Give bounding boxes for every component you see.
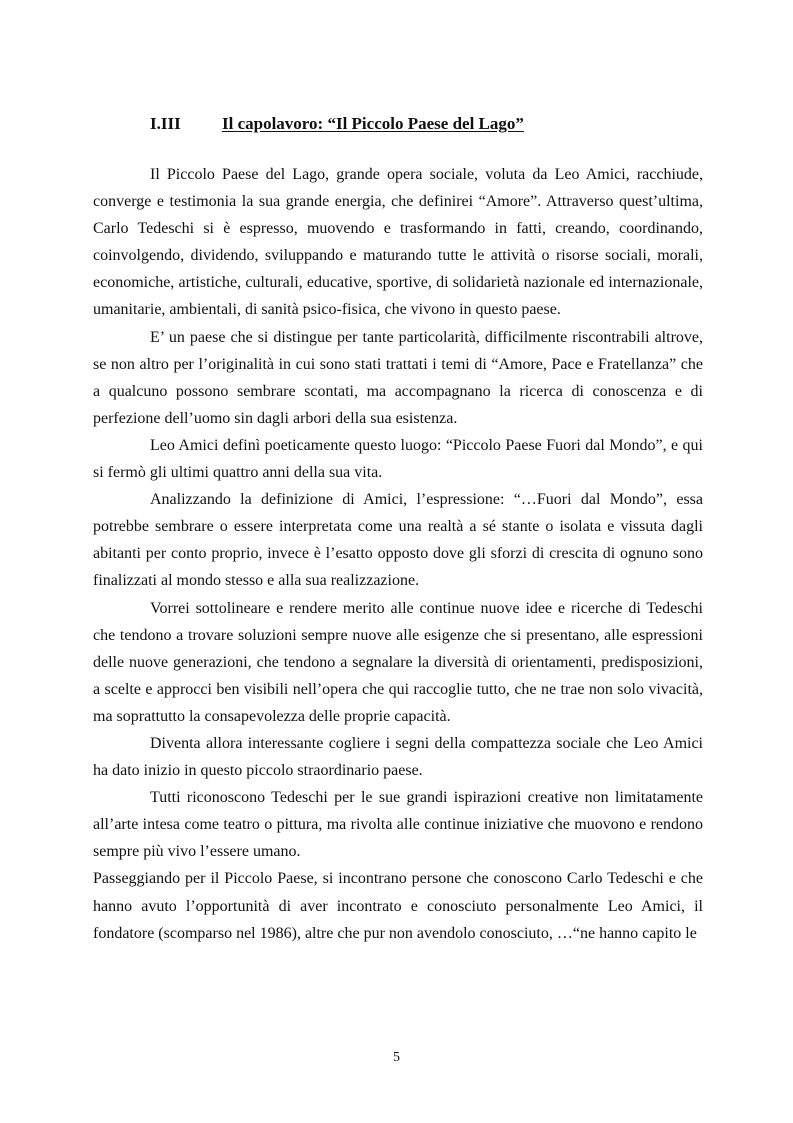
paragraph: Tutti riconoscono Tedeschi per le sue grandi ispirazioni creative non limitatamente all’arte intesa come teatro o pittura, ma rivolta alle continue iniziative che muovono e rendono sempre più vivo l’essere umano. [93,789,703,861]
paragraph: Analizzando la definizione di Amici, l’espressione: “…Fuori dal Mondo”, essa potrebbe sembrare o essere interpretata come una realtà a sé stante o isolata e vissuta dagli abitanti per conto proprio, invece è l’esatto opposto dove gli sforzi di crescita di ognuno sono finalizzati al mondo stesso e alla sua realizzazione. [93,491,703,590]
paragraph: Il Piccolo Paese del Lago, grande opera sociale, voluta da Leo Amici, racchiude, converge e testimonia la sua grande energia, che definirei “Amore”. Attraverso quest’ultima, Carlo Tedeschi si è espresso, muovendo e trasformando in fatti, creando, coordinando, coinvolgendo, dividendo, sviluppando e maturando tutte le attività o risorse sociali, morali, economiche, artistiche, culturali, educative, sportive, di solidarietà nazionale ed internazionale, umanitarie, ambientali, di sanità psico-fisica, che vivono in questo paese. [93,166,703,319]
section-title: Il capolavoro: “Il Piccolo Paese del Lago” [222,114,524,133]
paragraph: E’ un paese che si distingue per tante particolarità, difficilmente riscontrabili altrove, se non altro per l’originalità in cui sono stati trattati i temi di “Amore, Pace e Fratellanza” che a qualcuno possono sembrare scontati, ma accompagnano la ricerca di conoscenza e di perfezione dell’uomo sin dagli arbori della sua esistenza. [93,328,703,427]
page-number: 5 [393,1050,400,1065]
paragraph: Diventa allora interessante cogliere i segni della compattezza sociale che Leo Amici ha dato inizio in questo piccolo straordinario paese. [93,734,703,780]
section-number: I.III [150,114,181,133]
paragraph: Vorrei sottolineare e rendere merito alle continue nuove idee e ricerche di Tedeschi che tendono a trovare soluzioni sempre nuove alle esigenze che si presentano, alle espressioni delle nuove generazioni, che tendono a segnalare la diversità di orientamenti, predisposizioni, a scelte e approcci ben visibili nell’opera che qui raccoglie tutto, che ne trae non solo vivacità, ma soprattutto la consapevolezza delle proprie capacità. [93,599,703,725]
paragraph: Leo Amici definì poeticamente questo luogo: “Piccolo Paese Fuori dal Mondo”, e qui si fermò gli ultimi quattro anni della sua vita. [93,436,703,482]
body-text [93,161,703,947]
paragraph: Passeggiando per il Piccolo Paese, si incontrano persone che conoscono Carlo Tedeschi e che hanno avuto l’opportunità di aver incontrato e conosciuto personalmente Leo Amici, il fondatore (scomparso nel 1986), altre che pur non avendolo conosciuto, …“ne hanno capito le [93,870,703,942]
section-heading [150,114,524,134]
